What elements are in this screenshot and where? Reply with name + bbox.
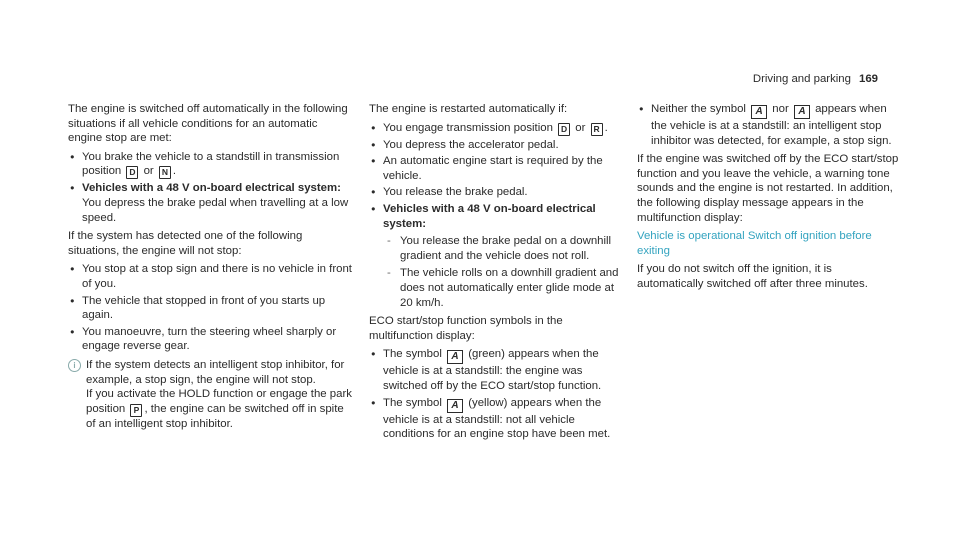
list-item: ● Neither the symbol A nor A appears when the vehicle is at a standstill: an intelligent stop inhibitor was detected, for example, a stop sign. [637,102,899,148]
v48-label: Vehicles with a 48 V on-board electrical system: [383,202,596,230]
park-p-key-icon: P [130,404,142,417]
sub-list-item: - The vehicle rolls on a downhill gradient and does not automatically enter glide mode at 20 km/h. [383,266,629,310]
list-item: ● The vehicle that stopped in front of you starts up again. [68,294,352,323]
v48-sublist [383,234,629,310]
symbols-list-continued [637,102,899,148]
page-number: 169 [858,73,878,85]
column-left [68,102,352,431]
transmission-n-key-icon: N [159,166,171,179]
eco-start-stop-icon: A [751,105,767,119]
auto-stop-list [68,150,352,225]
list-item: ● You release the brake pedal. [369,185,629,200]
column-middle [369,102,629,446]
transmission-r-key-icon: R [591,123,603,136]
list-item: ● The symbol A (yellow) appears when the vehicle is at a standstill: not all vehicle conditions for an engine stop have been met. [369,396,629,442]
warning-paragraph: If the engine was switched off by the ECO start/stop function and you leave the vehicle, a warning tone sounds and the engine is not restarted. In addition, the following display message appears in the multifunction display: [637,153,899,224]
list-item [369,202,629,310]
section-title: Driving and parking [752,73,851,85]
list-item: ● You brake the vehicle to a standstill in transmission position D or N . [68,150,352,180]
symbols-list [369,347,629,441]
transmission-d-key-icon: D [558,123,570,136]
page-header [753,72,878,87]
note-line-1: If the system detects an intelligent stop inhibitor, for example, a stop sign, the engine will not stop. [86,358,345,386]
v48-label: Vehicles with a 48 V on-board electrical system: [82,182,341,195]
note-line-2: If you activate the HOLD function or engage the park position P , the engine can be switched off in spite of an intelligent stop inhibitor. [86,388,352,430]
list-item: ● You depress the accelerator pedal. [369,138,629,153]
list-item: ● Vehicles with a 48 V on-board electrical system: You depress the brake pedal when travelling at a low speed. [68,181,352,225]
eco-start-stop-crossed-icon: A [447,399,463,413]
list-item: ● The symbol A (green) appears when the vehicle is at a standstill: the engine was switched off by the ECO start/stop function. [369,347,629,393]
no-stop-list [68,262,352,354]
list-item: ● You manoeuvre, turn the steering wheel sharply or engage reverse gear. [68,325,352,354]
transmission-d-key-icon: D [126,166,138,179]
auto-stop-intro: The engine is switched off automatically in the following situations if all vehicle conditions for an automatic engine stop are met: [68,103,348,145]
sub-list-item: - You release the brake pedal on a downhill gradient and the vehicle does not roll. [383,234,629,263]
list-item: ● An automatic engine start is required by the vehicle. [369,154,629,183]
no-stop-intro: If the system has detected one of the following situations, the engine will not stop: [68,230,303,257]
info-icon: i [68,359,81,372]
restart-intro: The engine is restarted automatically if: [369,103,568,115]
symbols-intro: ECO start/stop function symbols in the multifunction display: [369,315,563,342]
list-item: ● You stop at a stop sign and there is no vehicle in front of you. [68,262,352,291]
display-message: Vehicle is operational Switch off ignition before exiting [637,230,872,257]
info-note [68,358,352,431]
auto-switch-off-paragraph: If you do not switch off the ignition, it is automatically switched off after three minutes. [637,263,868,290]
eco-start-stop-crossed-icon: A [794,105,810,119]
column-right [637,102,899,296]
restart-list [369,121,629,311]
eco-start-stop-icon: A [447,350,463,364]
list-item: ● You engage transmission position D or R . [369,121,629,136]
